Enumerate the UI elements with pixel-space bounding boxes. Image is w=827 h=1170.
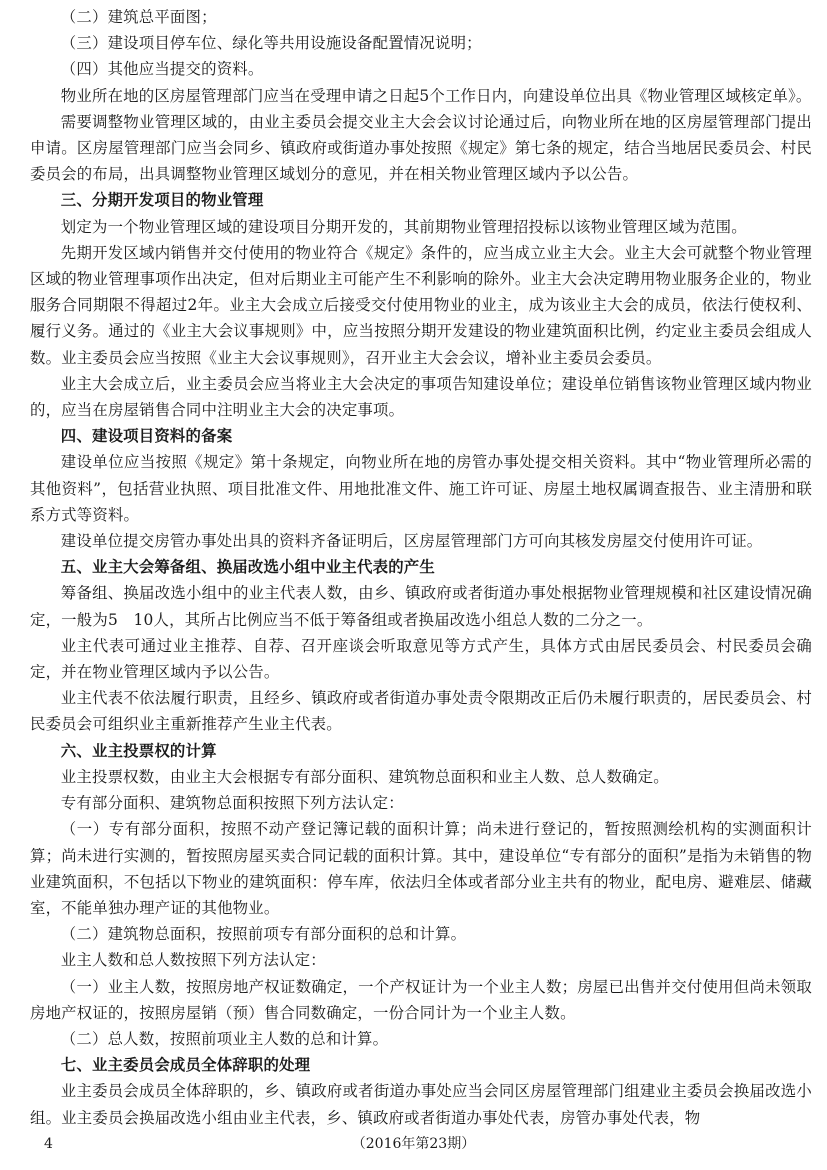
section-heading: 四、建设项目资料的备案	[60, 427, 233, 446]
paragraph: （一）专有部分面积，按照不动产登记簿记载的面积计算；尚未进行登记的，暂按照测绘机构的实测面积计算；尚未进行实测的，暂按照房屋买卖合同记载的面积计算。其中，建设单位“专有部分的面积”是指为未销售的物业建筑面积，不包括以下物业的建筑面积：停车库，依法归全体或者部分业主共有的物业，配电房、避难层、储藏室，不能单独办理产证的其他物业。	[30, 820, 812, 917]
paragraph: 业主大会成立后，业主委员会应当将业主大会决定的事项告知建设单位；建设单位销售该物业管理区域内物业的，应当在房屋销售合同中注明业主大会的决定事项。	[30, 374, 812, 420]
section-heading: 三、分期开发项目的物业管理	[60, 191, 264, 210]
paragraph: 建设单位应当按照《规定》第十条规定，向物业所在地的房管办事处提交相关资料。其中“物业管理所必需的其他资料”，包括营业执照、项目批准文件、用地批准文件、施工许可证、房屋土地权属调查报告、业主清册和联系方式等资料。	[30, 453, 812, 524]
paragraph: （四）其他应当提交的资料。	[60, 60, 264, 79]
paragraph: 划定为一个物业管理区域的建设项目分期开发的，其前期物业管理招投标以该物业管理区域为范围。	[60, 217, 747, 236]
paragraph: 物业所在地的区房屋管理部门应当在受理申请之日起5个工作日内，向建设单位出具《物业管理区域核定单》。	[60, 86, 812, 105]
paragraph: 需要调整物业管理区域的，由业主委员会提交业主大会会议讨论通过后，向物业所在地的区房屋管理部门提出申请。区房屋管理部门应当会同乡、镇政府或街道办事处按照《规定》第七条的规定，结合当地居民委员会、村民委员会的布局，出具调整物业管理区域划分的意见，并在相关物业管理区域内予以公告。	[30, 112, 812, 184]
section-heading: 五、业主大会筹备组、换届改选小组中业主代表的产生	[60, 558, 435, 577]
paragraph: （三）建设项目停车位、绿化等共用设施设备配置情况说明；	[60, 34, 482, 53]
issue-label: （2016年第23期）	[351, 1136, 476, 1152]
paragraph: 业主代表可通过业主推荐、自荐、召开座谈会听取意见等方式产生，具体方式由居民委员会、村民委员会确定，并在物业管理区域内予以公告。	[30, 636, 812, 682]
paragraph: （一）业主人数，按照房地产权证数确定，一个产权证计为一个业主人数；房屋已出售并交付使用但尚未领取房地产权证的，按照房屋销（预）售合同数确定，一份合同计为一个业主人数。	[30, 977, 812, 1022]
page-number: 4	[44, 1136, 53, 1152]
paragraph: 筹备组、换届改选小组中的业主代表人数，由乡、镇政府或者街道办事处根据物业管理规模和社区建设情况确定，一般为5 10人，其所占比例应当不低于筹备组或者换届改选小组总人数的二分之一。	[30, 584, 812, 629]
paragraph: （二）总人数，按照前项业主人数的总和计算。	[60, 1029, 389, 1048]
paragraph: 先期开发区域内销售并交付使用的物业符合《规定》条件的，应当成立业主大会。业主大会可就整个物业管理区域的物业管理事项作出决定，但对后期业主可能产生不利影响的除外。业主大会决定聘用物业服务企业的，物业服务合同期限不得超过2年。业主大会成立后接受交付使用物业的业主，成为该业主大会的成员，依法行使权利、履行义务。通过的《业主大会议事规则》中，应当按照分期开发建设的物业建筑面积比例，约定业主委员会组成人数。业主委员会应当按照《业主大会议事规则》，召开业主大会会议，增补业主委员会委员。	[30, 243, 812, 367]
paragraph: 业主委员会成员全体辞职的，乡、镇政府或者街道办事处应当会同区房屋管理部门组建业主委员会换届改选小组。业主委员会换届改选小组由业主代表，乡、镇政府或者街道办事处代表，房管办事处代表，物	[30, 1082, 812, 1127]
paragraph: 建设单位提交房管办事处出具的资料齐备证明后，区房屋管理部门方可向其核发房屋交付使用许可证。	[60, 532, 763, 551]
page-footer	[0, 1131, 827, 1157]
body-text	[30, 4, 812, 1131]
paragraph: （二）建筑物总面积，按照前项专有部分面积的总和计算。	[60, 925, 467, 944]
paragraph: 业主代表不依法履行职责，且经乡、镇政府或者街道办事处责令限期改正后仍未履行职责的，居民委员会、村民委员会可组织业主重新推荐产生业主代表。	[30, 689, 812, 734]
paragraph: 业主投票权数，由业主大会根据专有部分面积、建筑物总面积和业主人数、总人数确定。	[60, 767, 669, 786]
section-heading: 七、业主委员会成员全体辞职的处理	[60, 1056, 311, 1075]
paragraph: （二）建筑总平面图；	[60, 8, 217, 26]
paragraph: 专有部分面积、建筑物总面积按照下列方法认定：	[60, 794, 404, 813]
section-heading: 六、业主投票权的计算	[60, 741, 217, 760]
paragraph: 业主人数和总人数按照下列方法认定：	[60, 951, 326, 970]
